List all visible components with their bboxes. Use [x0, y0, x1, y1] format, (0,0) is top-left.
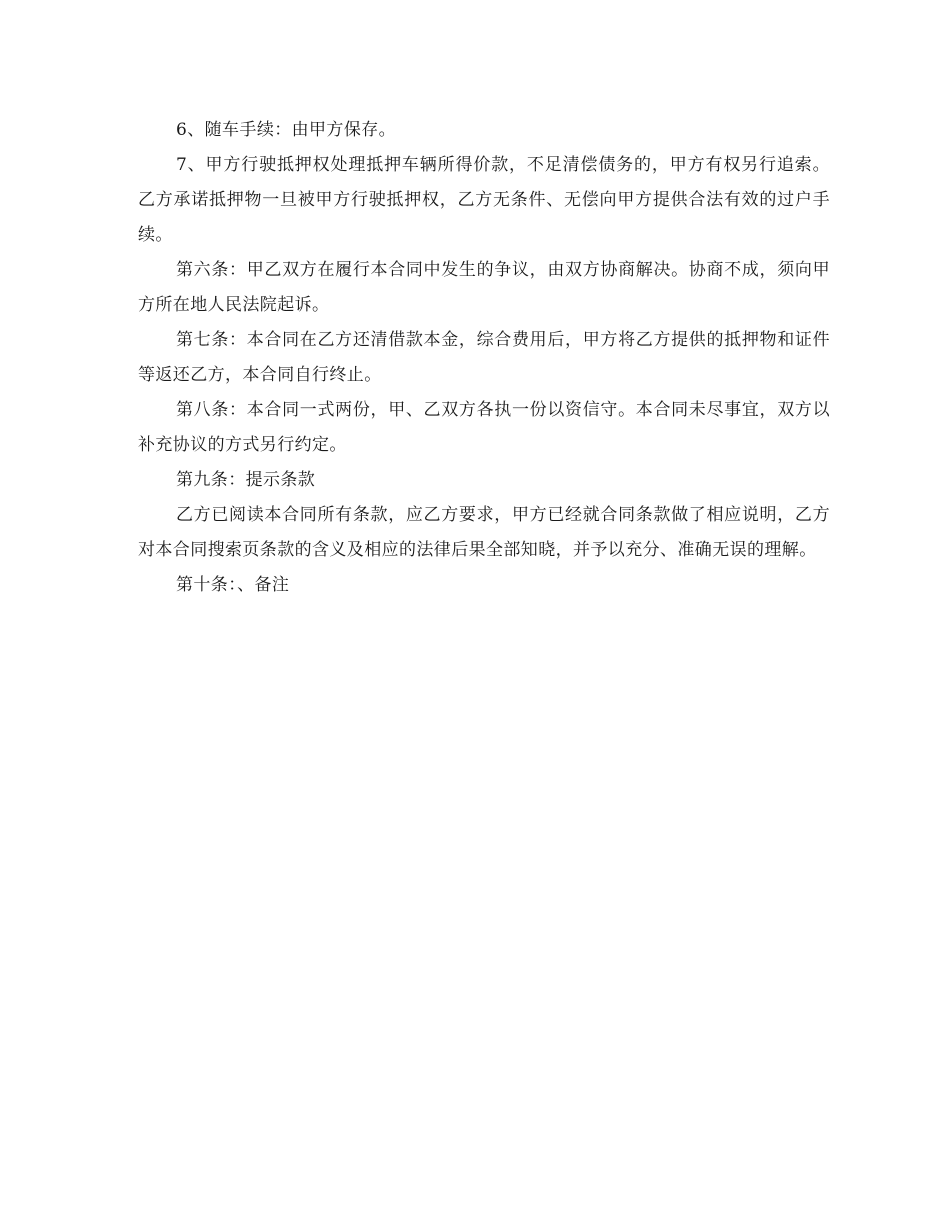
clause-6-vehicle-documents: 6、随车手续：由甲方保存。 — [176, 120, 397, 140]
article-8-copies: 第八条：本合同一式两份，甲、乙双方各执一份以资信守。本合同未尽事宜，双方以补充协议的方式另行约定。 — [138, 400, 830, 455]
article-9-body: 乙方已阅读本合同所有条款，应乙方要求，甲方已经就合同条款做了相应说明，乙方对本合同搜索页条款的含义及相应的法律后果全部知晓，并予以充分、准确无误的理解。 — [138, 505, 830, 560]
document-page — [138, 113, 830, 603]
article-6-dispute-resolution: 第六条：甲乙双方在履行本合同中发生的争议，由双方协商解决。协商不成，须向甲方所在地人民法院起诉。 — [138, 260, 830, 315]
article-9-heading: 第九条：提示条款 — [176, 470, 316, 490]
article-10-remarks: 第十条：、备注 — [176, 575, 290, 595]
clause-7-mortgage-enforcement: 7、甲方行驶抵押权处理抵押车辆所得价款，不足清偿债务的，甲方有权另行追索。乙方承诺抵押物一旦被甲方行驶抵押权，乙方无条件、无偿向甲方提供合法有效的过户手续。 — [138, 155, 830, 245]
article-7-contract-termination: 第七条：本合同在乙方还清借款本金，综合费用后，甲方将乙方提供的抵押物和证件等返还乙方，本合同自行终止。 — [138, 330, 830, 385]
